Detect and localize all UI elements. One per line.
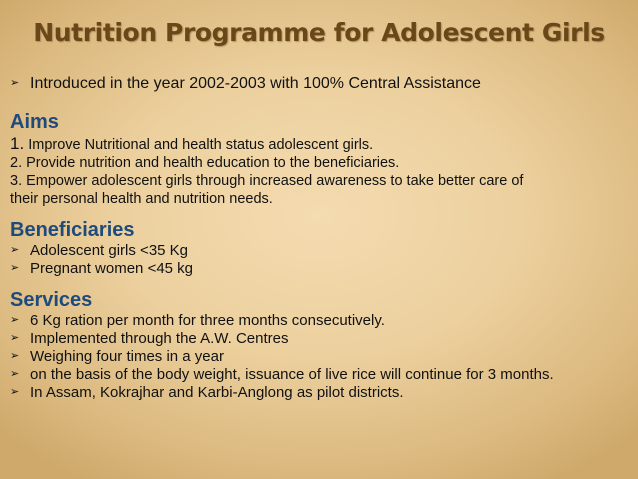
arrow-bullet-icon: ➢ [10, 244, 20, 256]
beneficiary-item [10, 242, 630, 260]
intro-bullet [10, 74, 630, 94]
beneficiary-text: Adolescent girls <35 Kg [30, 242, 189, 259]
beneficiary-item [10, 260, 630, 278]
service-item [10, 312, 630, 330]
service-text: Implemented through the A.W. Centres [30, 330, 289, 347]
service-item [10, 348, 630, 366]
arrow-bullet-icon: ➢ [10, 350, 20, 362]
aims-item-1-number: 1. [10, 134, 25, 153]
service-item [10, 384, 630, 402]
aims-item-1-text: Improve Nutritional and health status adolescent girls. [28, 137, 374, 153]
service-text: on the basis of the body weight, issuance of live rice will continue for 3 months. [30, 366, 554, 383]
intro-text: Introduced in the year 2002-2003 with 100% Central Assistance [30, 75, 481, 92]
service-item [10, 366, 630, 384]
beneficiary-text: Pregnant women <45 kg [30, 260, 194, 277]
slide-content [10, 74, 630, 402]
service-text: 6 Kg ration per month for three months consecutively. [30, 312, 385, 329]
slide-title: Nutrition Programme for Adolescent Girls [33, 18, 605, 47]
beneficiaries-heading: Beneficiaries [10, 219, 135, 241]
service-text: In Assam, Kokrajhar and Karbi-Anglong as pilot districts. [30, 384, 404, 401]
arrow-bullet-icon: ➢ [10, 262, 20, 274]
arrow-bullet-icon: ➢ [10, 77, 20, 89]
service-text: Weighing four times in a year [30, 348, 224, 365]
arrow-bullet-icon: ➢ [10, 314, 20, 326]
aims-item-2: 2. Provide nutrition and health education to the beneficiaries. [10, 155, 400, 171]
arrow-bullet-icon: ➢ [10, 332, 20, 344]
aims-item-3-line-2: their personal health and nutrition needs. [10, 191, 273, 207]
aims-item-3-line-1: 3. Empower adolescent girls through increased awareness to take better care of [10, 173, 524, 189]
services-heading: Services [10, 289, 93, 311]
arrow-bullet-icon: ➢ [10, 386, 20, 398]
aims-heading: Aims [10, 111, 59, 133]
aims-item-1 [10, 134, 630, 154]
arrow-bullet-icon: ➢ [10, 368, 20, 380]
service-item [10, 330, 630, 348]
